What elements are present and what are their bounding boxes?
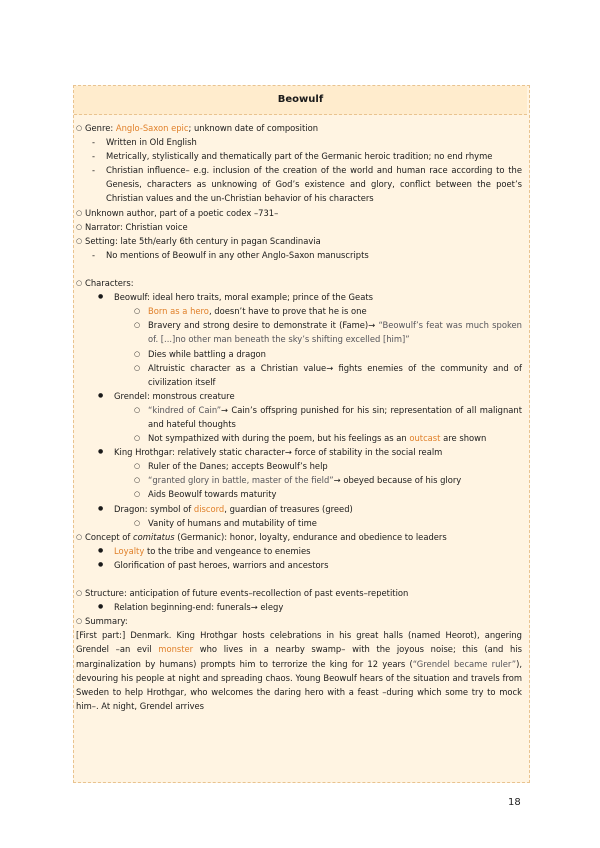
character-dragon: ● Dragon: symbol of discord, guardian of treasures (greed) [76, 502, 522, 516]
list-item: ○ Bravery and strong desire to demonstrate it (Fame)→ “Beowulf’s feat was much spoken of. [...]no other man beneath the sky’s shifting excelled [him]” [76, 318, 522, 346]
genre-line: ○ Genre: Anglo-Saxon epic; unknown date of composition [76, 121, 522, 135]
list-item: - Christian influence– e.g. inclusion of the creation of the world and human race according to the Genesis, characters as unknowing of God’s existence and glory, conflict between the poet’s Christian values and the un-Christian behavior of his characters [76, 163, 522, 205]
list-item: ● Loyalty to the tribe and vengeance to enemies [76, 544, 522, 558]
setting-line: ○ Setting: late 5th/early 6th century in pagan Scandinavia [76, 234, 522, 248]
character-hrothgar: ● King Hrothgar: relatively static character→ force of stability in the social realm [76, 445, 522, 459]
author-line: ○ Unknown author, part of a poetic codex –731– [76, 206, 522, 220]
character-beowulf: ● Beowulf: ideal hero traits, moral example; prince of the Geats [76, 290, 522, 304]
characters-heading: ○ Characters: [76, 276, 522, 290]
list-item: - Metrically, stylistically and thematically part of the Germanic heroic tradition; no end rhyme [76, 149, 522, 163]
summary-heading: ○ Summary: [76, 614, 522, 628]
character-grendel: ● Grendel: monstrous creature [76, 389, 522, 403]
comitatus-line: ○ Concept of comitatus (Germanic): honor, loyalty, endurance and obedience to leaders [76, 530, 522, 544]
quote: “granted glory in battle, master of the field” [148, 475, 334, 486]
list-item: ○ Aids Beowulf towards maturity [76, 487, 522, 501]
list-item: ○ Ruler of the Danes; accepts Beowulf’s help [76, 459, 522, 473]
page-title: Beowulf [277, 94, 324, 105]
summary-paragraph: [First part:] Denmark. King Hrothgar hosts celebrations in his great halls (named Heorot), angering Grendel –an evil monster who lives in a nearby swamp– with the joyous noise; this (and his marginalization by humans) prompts him to terrorize the king for 12 years (“Grendel became ruler”), devouring his people at night and spreading chaos. Young Beowulf hears of the situation and travels from Sweden to help Hrothgar, who welcomes the daring hero with a feast –during which some try to mock him–. At night, Grendel arrives [76, 630, 522, 711]
list-item: - No mentions of Beowulf in any other Anglo-Saxon manuscripts [76, 248, 522, 262]
list-item: ○ Vanity of humans and mutability of time [76, 516, 522, 530]
page-number: 18 [508, 797, 521, 808]
list-item: - Written in Old English [76, 135, 522, 149]
spacer [76, 572, 522, 586]
list-item: ○ Altruistic character as a Christian value→ fights enemies of the community and of civilization itself [76, 361, 522, 389]
structure-line: ○ Structure: anticipation of future events–recollection of past events–repetition [76, 586, 522, 600]
list-item: ○ “granted glory in battle, master of the field”→ obeyed because of his glory [76, 473, 522, 487]
quote: “Beowulf’s feat was much spoken of. [...]no other man beneath the sky’s shifting excelled [him]” [148, 320, 522, 345]
notes-content [76, 121, 522, 713]
narrator-line: ○ Narrator: Christian voice [76, 220, 522, 234]
list-item: ● Glorification of past heroes, warriors and ancestors [76, 558, 522, 572]
list-item: ○ Born as a hero, doesn’t have to prove that he is one [76, 304, 522, 318]
list-item: ○ “kindred of Cain”→ Cain’s offspring punished for his sin; representation of all malignant and hateful thoughts [76, 403, 522, 431]
list-item: ○ Not sympathized with during the poem, but his feelings as an outcast are shown [76, 431, 522, 445]
spacer [76, 262, 522, 276]
list-item: ● Relation beginning-end: funerals→ elegy [76, 600, 522, 614]
quote: “kindred of Cain” [148, 404, 222, 415]
genre-highlight: Anglo-Saxon epic [115, 123, 189, 133]
list-item: ○ Dies while battling a dragon [76, 347, 522, 361]
